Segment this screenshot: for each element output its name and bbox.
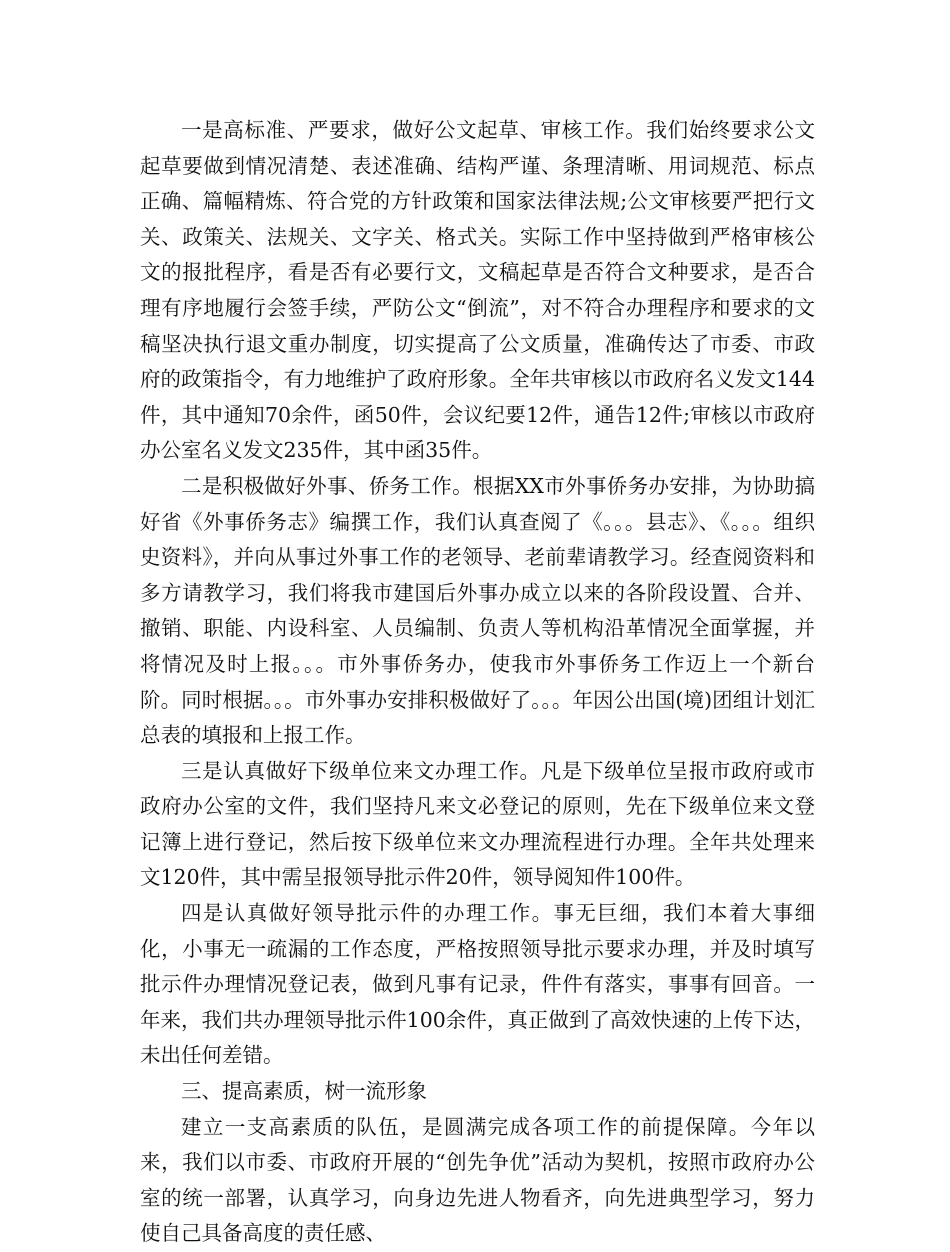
- paragraph-leader-instructions: 四是认真做好领导批示件的办理工作。事无巨细，我们本着大事细化，小事无一疏漏的工作态度，严格按照领导批示要求办理，并及时填写批示件办理情况登记表，做到凡事有记录，件件有落实，事事有回音。一年来，我们共办理领导批示件100余件，真正做到了高效快速的上传下达，未出任何差错。: [140, 901, 815, 1068]
- document-body: [140, 113, 815, 1252]
- paragraph-subordinate-documents: 三是认真做好下级单位来文办理工作。凡是下级单位呈报市政府或市政府办公室的文件，我们坚持凡来文必登记的原则，先在下级单位来文登记簿上进行登记，然后按下级单位来文办理流程进行办理。全年共处理来文120件，其中需呈报领导批示件20件，领导阅知件100件。: [140, 758, 815, 890]
- section-heading-improve-quality: 三、提高素质，树一流形象: [181, 1079, 427, 1104]
- paragraph-foreign-affairs: 二是积极做好外事、侨务工作。根据XX市外事侨务办安排，为协助搞好省《外事侨务志》编撰工作，我们认真查阅了《。。。县志》、《。。。组织史资料》，并向从事过外事工作的老领导、老前辈请教学习。经查阅资料和多方请教学习，我们将我市建国后外事办成立以来的各阶段设置、合并、撤销、职能、内设科室、人员编制、负责人等机构沿革情况全面掌握，并将情况及时上报。。。市外事侨务办，使我市外事侨务工作迈上一个新台阶。同时根据。。。市外事办安排积极做好了。。。年因公出国(境)团组计划汇总表的填报和上报工作。: [140, 473, 815, 748]
- paragraph-document-drafting-review: 一是高标准、严要求，做好公文起草、审核工作。我们始终要求公文起草要做到情况清楚、表述准确、结构严谨、条理清晰、用词规范、标点正确、篇幅精炼、符合党的方针政策和国家法律法规;公文审核要严把行文关、政策关、法规关、文字关、格式关。实际工作中坚持做到严格审核公文的报批程序，看是否有必要行文，文稿起草是否符合文种要求，是否合理有序地履行会签手续，严防公文“倒流”，对不符合办理程序和要求的文稿坚决执行退文重办制度，切实提高了公文质量，准确传达了市委、市政府的政策指令，有力地维护了政府形象。全年共审核以市政府名义发文144件，其中通知70余件，函50件，会议纪要12件，通告12件;审核以市政府办公室名义发文235件，其中函35件。: [140, 118, 815, 463]
- paragraph-team-building: 建立一支高素质的队伍，是圆满完成各项工作的前提保障。今年以来，我们以市委、市政府开展的“创先争优”活动为契机，按照市政府办公室的统一部署，认真学习，向身边先进人物看齐，向先进典型学习，努力使自己具备高度的责任感、: [140, 1114, 815, 1246]
